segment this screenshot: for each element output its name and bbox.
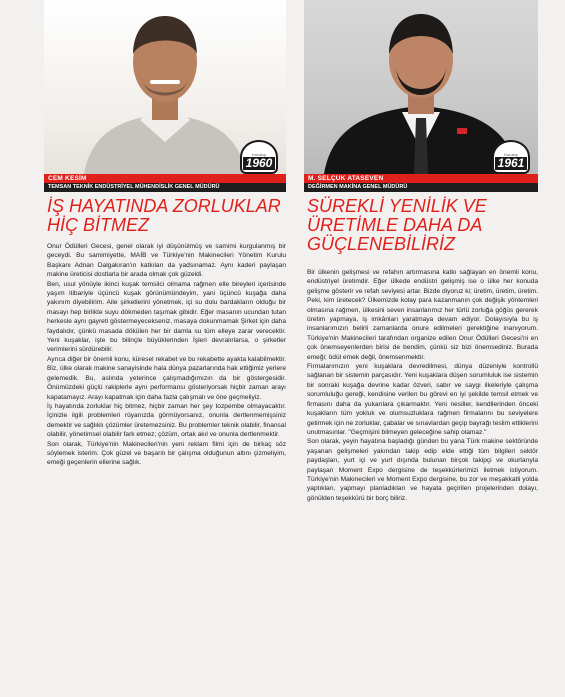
left-column	[44, 0, 286, 697]
title-line-1: İŞ HAYATINDA ZORLUKLAR	[47, 196, 281, 216]
article-title	[47, 197, 281, 235]
person-name: M. SELÇUK ATASEVEN	[304, 174, 538, 183]
badge-year: 1961	[495, 157, 528, 170]
paragraph: Ayrıca diğer bir önemli konu, küresel rekabet ve bu rekabette ayakta kalabilmektir. Biz, ülke olarak makine sanayisinde hala dünya pazarlarında hak ettiğimiz yerlere gelemedik. Bu, aslında yeterince çalışmadığımızın da bir göstergesidir. Önümüzdeki güçlü rakiplerle aynı performansı gösteriyorsak hiçbir zaman arayı kapatamayız. Arayı kapatmak için daha fazla çalışmalı ve öne geçmeliyiz.	[47, 355, 286, 401]
founding-year-badge	[492, 140, 530, 174]
founding-year-badge	[240, 140, 278, 174]
paragraph: Onur Ödülleri Gecesi, genel olarak iyi düşünülmüş ve samimi kurgulanmış bir geceydi. Bu samimiyette, MAİB ve Türkiye'nin Makinecileri Yönetim Kurulu Başkanı Adnan Dalgakıran'ın katkıları da yadsınamaz. Aynı kaderi paylaşan makine üreticisi dostlarla bir arada olmak çok güzeldi.	[47, 243, 286, 279]
title-line-2: ÜRETİMLE DAHA DA	[307, 215, 483, 235]
title-line-1: SÜREKLİ YENİLİK VE	[307, 196, 487, 216]
paragraph: Bir ülkenin gelişmesi ve refahın artırmasına katkı sağlayan en önemli konu, endüstriyel üretimdir. Eğer ülkede endüstri gelişmiş ise o ülke her konuda gelişme gösterir ve refah seviyesi artar. Bizde diyoruz ki; üretim, üretim, üretim. Peki, kim üretecek? Ülkemizde kolay para kazanmanın çok değişik yöntemleri olmasına rağmen, ülkesini seven insanlarımız her türlü zorluğa göğüs gererek üretim yapmaya, iş imkânları yaratmaya devam ediyor. Dolayısıyla bu iş insanlarımızın belirli zamanlarda onure edilmeleri gerektiğine inanıyorum. Türkiye'nin Makinecileri tarafından organize edilen Onur Ödülleri Gecesi'ni en çok önemseyenlerden birisi de bendim, çünkü siz bizi önemsediniz. Burada emeği; ödül emek değil, önemsenmektir.	[307, 269, 538, 361]
portrait-photo-selcuk-ataseven	[304, 0, 538, 174]
article-title	[307, 197, 487, 254]
right-column	[304, 0, 538, 697]
article-body	[307, 268, 538, 503]
person-role: DEĞİRMEN MAKİNA GENEL MÜDÜRÜ	[304, 183, 538, 192]
title-line-3: GÜÇLENEBİLİRİZ	[307, 234, 456, 254]
badge-label: Kuruluş	[252, 152, 266, 157]
person-role: TEMSAN TEKNİK ENDÜSTRİYEL MÜHENDİSLİK GENEL MÜDÜRÜ	[44, 183, 286, 192]
paragraph: Ben, usul yönüyle ikinci kuşak temsilci olmama rağmen elle bireyleri içerisinde yaşım itibariyle üçüncü kuşak görünümündeyim, yani üçüncü kuşağa daha yakınım diyebilirim. Aile şirketlerini yönetmek, içi su dolu bardakların olduğu bir masayı hep birlikte suyu dökmeden taşımak gibidir. Eğer masanın ucundan tutan herkesle aynı gayreti göstermeyecekseniz, masaya dokunmamak Şirket için daha faydalıdır, çünkü masada dökülen her bir damla su tüm elleye zarar verecektir. Yeni kuşaklar, işte bu bilinçle büyüklerinden İşleri devralırlarsa, o şirketler verimlerini sürdürebilir.	[47, 280, 286, 354]
badge-label: Kuruluş	[504, 152, 518, 157]
paragraph: Son olarak, Türkiye'nin Makinecileri'nin yeni reklam filmi için de birkaç söz söylemek isterim. Çok güzel ve başarılı bir çalışma olduğunun altını çizmeliyim, emeği geçenlerin ellerine sağlık.	[47, 440, 286, 467]
paragraph: İş hayatında zorluklar hiç bitmez, hiçbir zaman her şey tozpembe olmayacaktır. İçinizle ilgili problemleri rüyanızda görmüyorsanız, onunla dertlenmemişsiniz demektir ve sağlıklı çözümler üretemezsiniz. Bu problemler teknik olabilir, finansal olabilir, yönetimsel olabilir fark etmez; çözüm, ortak akıl ve onunla dertlenmektir.	[47, 402, 286, 439]
article-body	[47, 242, 286, 468]
portrait-photo-cem-kesim	[44, 0, 286, 174]
title-line-2: HİÇ BİTMEZ	[47, 215, 149, 235]
paragraph: Son olarak, yeyin hayatına başladığı günden bu yana Türk makine sektöründe yaşanan gelişmeleri yakından takip edip elde ettiği tüm bilgileri sektör paydaşları, yurt içi ve yurt dışında bulunan birçok takipçi ve okurlarıyla paylaşan Moment Expo dergisine de teşekkürlerimizi iletmek istiyorum. Türkiye'nin Makinecileri ve Moment Expo dergisine, bu zor ve meşakkatli yolda yaptıkları, yapmayı planladıkları ve hayata geçirilen projelerinden dolayı, gönülden teşekkürü bir borç biliriz.	[307, 438, 538, 502]
person-name: CEM KESİM	[44, 174, 286, 183]
paragraph: Firmalarımızın yeni kuşaklara devredilmesi, dünya düzeniyle kontrollü sağlanan bir sistemin parçasıdır. Yeni kuşaklara düşen sorumluluk ise sistemin bir sonraki kuşağa devrine kadar özveri, sabır ve saygı ilkeleriyle çalışma sorumluluğu gereği, kendisine verilen bu görevi en iyi şekilde temsil etmek ve firmasını daha da yukarılara çıkarmaktır. Yeni nesiller, kendilerinden önceki kuşakların tüm yokluk ve olumsuzluklara rağmen firmalarını bu seviyelere getirmek için ne zorluklar, çabalar ve sınavlardan geçip bayrağı teslim ettiklerini unutmasınlar. "Geçmişini bilmeyen geleceğine sahip olamaz."	[307, 363, 538, 436]
badge-year: 1960	[243, 157, 276, 170]
